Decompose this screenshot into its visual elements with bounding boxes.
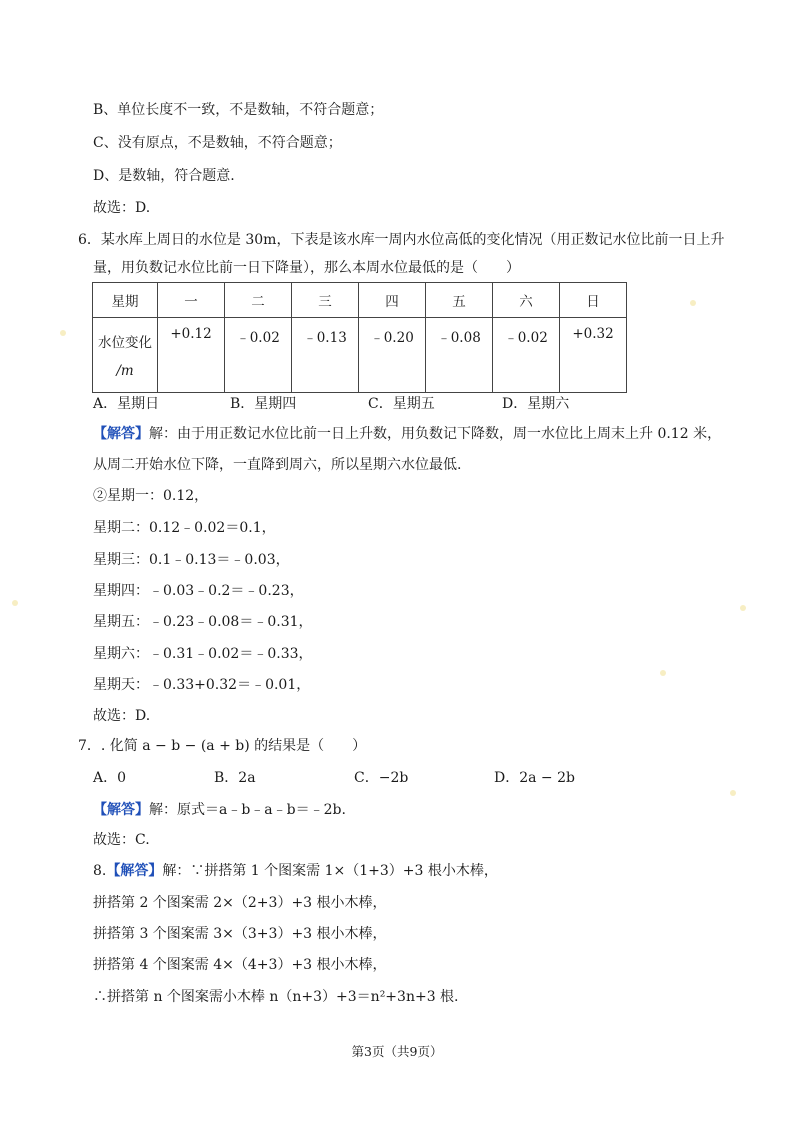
- table-header-cell: 二: [225, 283, 292, 318]
- table-cell: +0.12: [158, 318, 225, 393]
- step-line: 星期天：﹣0.33+0.32＝﹣0.01，: [93, 677, 311, 693]
- step-line: 星期六：﹣0.31﹣0.02＝﹣0.33，: [93, 646, 313, 662]
- answer-text: 解：∵拼搭第 1 个图案需 1×（1+3）+3 根小木棒，: [162, 863, 498, 879]
- question-number: 8.: [93, 863, 107, 879]
- answer-tag: 【解答】: [93, 802, 149, 818]
- question-6-line-2: 量，用负数记水位比前一日下降量），那么本周水位最低的是（ ）: [93, 260, 520, 276]
- table-header-cell: 一: [158, 283, 225, 318]
- text-line: D、是数轴，符合题意.: [93, 168, 235, 184]
- option-b: B．星期四: [230, 396, 297, 412]
- step-line: ②星期一：0.12，: [93, 488, 209, 504]
- answer-tag: 【解答】: [106, 863, 163, 879]
- text-line: B、单位长度不一致，不是数轴，不符合题意；: [93, 102, 384, 118]
- table-header-row: [93, 283, 627, 318]
- table-cell: ﹣0.13: [292, 318, 359, 393]
- water-level-table: [92, 282, 627, 393]
- table-header-cell: 五: [426, 283, 493, 318]
- table-header-cell: 日: [560, 283, 627, 318]
- row-label-unit: /m: [116, 363, 134, 379]
- choice-line: 故选：C.: [93, 832, 150, 848]
- answer-8-line: ∴拼搭第 n 个图案需小木棒 n（n+3）+3＝n²+3n+3 根.: [93, 989, 459, 1005]
- table-cell: ﹣0.02: [225, 318, 292, 393]
- decorative-dot: [12, 600, 18, 606]
- step-line: 星期四：﹣0.03﹣0.2＝﹣0.23，: [93, 583, 304, 599]
- row-label-text: 水位变化: [98, 335, 152, 351]
- option-a: A．星期日: [93, 396, 160, 412]
- table-header-cell: 四: [359, 283, 426, 318]
- option-d: D．星期六: [502, 396, 570, 412]
- answer-8-line-1: [93, 861, 498, 881]
- table-row: [93, 318, 627, 393]
- answer-8-line: 拼搭第 3 个图案需 3×（3+3）+3 根小木棒，: [93, 926, 387, 942]
- step-line: 星期三：0.1﹣0.13＝﹣0.03，: [93, 552, 290, 568]
- decorative-dot: [60, 330, 66, 336]
- table-header-cell: 六: [493, 283, 560, 318]
- option-c: C．星期五: [368, 396, 435, 412]
- question-7: 7．. 化简 a − b − (a + b) 的结果是（ ）: [78, 738, 367, 754]
- choice-line: 故选：D.: [93, 708, 151, 724]
- table-cell: ﹣0.08: [426, 318, 493, 393]
- answer-7: [93, 800, 346, 820]
- table-cell: ﹣0.20: [359, 318, 426, 393]
- decorative-dot: [660, 670, 666, 676]
- answer-6-line-2: 从周二开始水位下降，一直降到周六，所以星期六水位最低.: [93, 457, 462, 473]
- step-line: 星期五：﹣0.23﹣0.08＝﹣0.31，: [93, 614, 313, 630]
- table-header-cell: 三: [292, 283, 359, 318]
- text-line: 故选：D.: [93, 200, 151, 216]
- decorative-dot: [730, 790, 736, 796]
- table-cell: +0.32: [560, 318, 627, 393]
- option-a: A．0: [93, 770, 127, 786]
- decorative-dot: [690, 300, 696, 306]
- answer-8-line: 拼搭第 4 个图案需 4×（4+3）+3 根小木棒，: [93, 957, 387, 973]
- option-c: C．−2b: [354, 770, 409, 786]
- step-line: 星期二：0.12﹣0.02＝0.1，: [93, 520, 276, 536]
- page-footer: 第3页（共9页）: [351, 1044, 443, 1059]
- option-d: D．2a − 2b: [494, 770, 575, 786]
- table-header-cell: 星期: [93, 283, 158, 318]
- table-cell: ﹣0.02: [493, 318, 560, 393]
- answer-6-line-1: [93, 424, 721, 444]
- answer-tag: 【解答】: [93, 426, 149, 442]
- answer-8-line: 拼搭第 2 个图案需 2×（2+3）+3 根小木棒，: [93, 895, 387, 911]
- row-label-cell: [93, 318, 158, 393]
- option-b: B．2a: [214, 770, 256, 786]
- question-6-line-1: 6．某水库上周日的水位是 30m，下表是该水库一周内水位高低的变化情况（用正数记水位比前一日上升: [78, 232, 725, 248]
- answer-text: 解：由于用正数记水位比前一日上升数，用负数记下降数，周一水位比上周末上升 0.12 米，: [149, 426, 722, 442]
- text-line: C、没有原点，不是数轴，不符合题意；: [93, 135, 342, 151]
- decorative-dot: [740, 605, 746, 611]
- answer-text: 解：原式＝a﹣b﹣a﹣b＝﹣2b.: [149, 802, 346, 818]
